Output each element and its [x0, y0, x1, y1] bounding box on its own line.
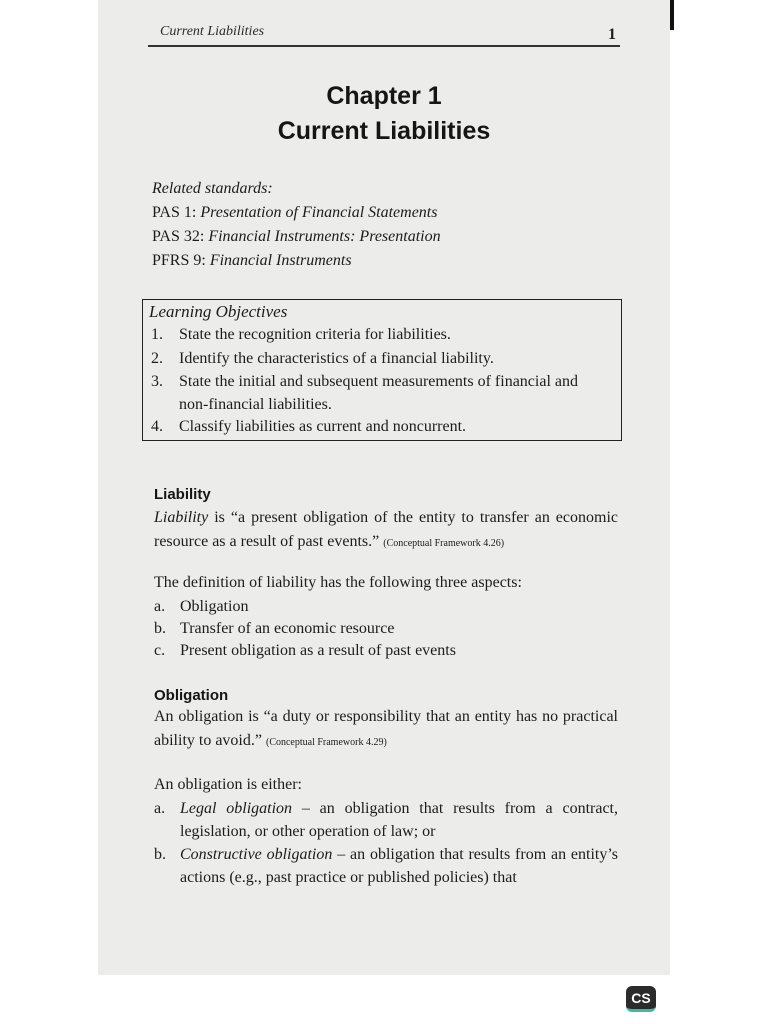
section-heading-liability: Liability [154, 486, 211, 503]
book-page [98, 0, 670, 975]
learning-objectives-title: Learning Objectives [149, 302, 288, 321]
standard-item [152, 228, 441, 246]
objective-number: 3. [151, 373, 163, 390]
item-letter: b. [154, 846, 166, 863]
item-text [180, 797, 618, 843]
citation: (Conceptual Framework 4.29) [265, 737, 387, 748]
item-letter: b. [154, 620, 166, 637]
chapter-label: Chapter 1 [326, 82, 442, 110]
page-number: 1 [608, 26, 616, 43]
objective-text: Identify the characteristics of a financial liability. [179, 350, 494, 367]
obligation-definition [154, 705, 618, 755]
item-letter: a. [154, 800, 166, 817]
definition-text: is “a present obligation of the entity to transfer an economic resource as a result of past events.” [154, 509, 618, 550]
term: Liability [154, 509, 209, 526]
standard-item [152, 252, 352, 270]
camscanner-logo-icon: CS [626, 986, 656, 1012]
standard-name: Financial Instruments: Presentation [208, 228, 441, 245]
aspects-intro: The definition of liability has the following three aspects: [154, 574, 522, 591]
header-rule [148, 45, 620, 47]
term-description: – an obligation that results from a contract, legislation, or other operation of law; or [180, 800, 618, 840]
term-description: – an obligation that results from an entity’s actions (e.g., past practice or published policies) that [180, 846, 619, 886]
term: Legal obligation [180, 800, 293, 817]
item-text: Transfer of an economic resource [180, 620, 395, 637]
objective-number: 1. [151, 326, 163, 343]
objective-text: State the initial and subsequent measurements of financial and [179, 373, 578, 390]
objective-item [151, 373, 578, 391]
citation: (Conceptual Framework 4.26) [383, 538, 505, 549]
standard-item [152, 204, 437, 222]
liability-definition [154, 506, 618, 556]
standard-name: Financial Instruments [209, 252, 352, 269]
obligation-types-intro: An obligation is either: [154, 776, 302, 793]
obligation-type-item [154, 843, 618, 889]
related-standards-label: Related standards: [152, 180, 273, 197]
item-text: Obligation [180, 598, 249, 615]
objective-item [151, 350, 494, 368]
definition-text: An obligation is “a duty or responsibility that an entity has no practical ability to avoid.” [154, 708, 618, 749]
objective-number: 4. [151, 418, 163, 435]
objective-item [151, 326, 451, 344]
objective-text: Classify liabilities as current and noncurrent. [179, 418, 467, 435]
objective-text: State the recognition criteria for liabilities. [179, 326, 451, 343]
background-right [669, 0, 768, 975]
learning-objectives-box [142, 299, 622, 441]
item-text: Present obligation as a result of past events [180, 642, 456, 659]
obligation-type-item [154, 797, 618, 843]
aspect-item [154, 598, 248, 616]
objective-text-continued: non-financial liabilities. [179, 396, 332, 413]
term: Constructive obligation [180, 846, 333, 863]
section-heading-obligation: Obligation [154, 687, 229, 704]
standard-code: PAS 1: [152, 204, 197, 221]
standard-name: Presentation of Financial Statements [200, 204, 438, 221]
item-text [180, 843, 618, 889]
running-header-title: Current Liabilities [160, 24, 265, 39]
standard-code: PAS 32: [152, 228, 205, 245]
aspect-item [154, 620, 394, 638]
chapter-title: Current Liabilities [277, 117, 491, 145]
item-letter: a. [154, 598, 166, 615]
standard-code: PFRS 9: [152, 252, 206, 269]
aspect-item [154, 642, 456, 660]
item-letter: c. [154, 642, 166, 659]
objective-item [151, 418, 466, 436]
objective-number: 2. [151, 350, 163, 367]
